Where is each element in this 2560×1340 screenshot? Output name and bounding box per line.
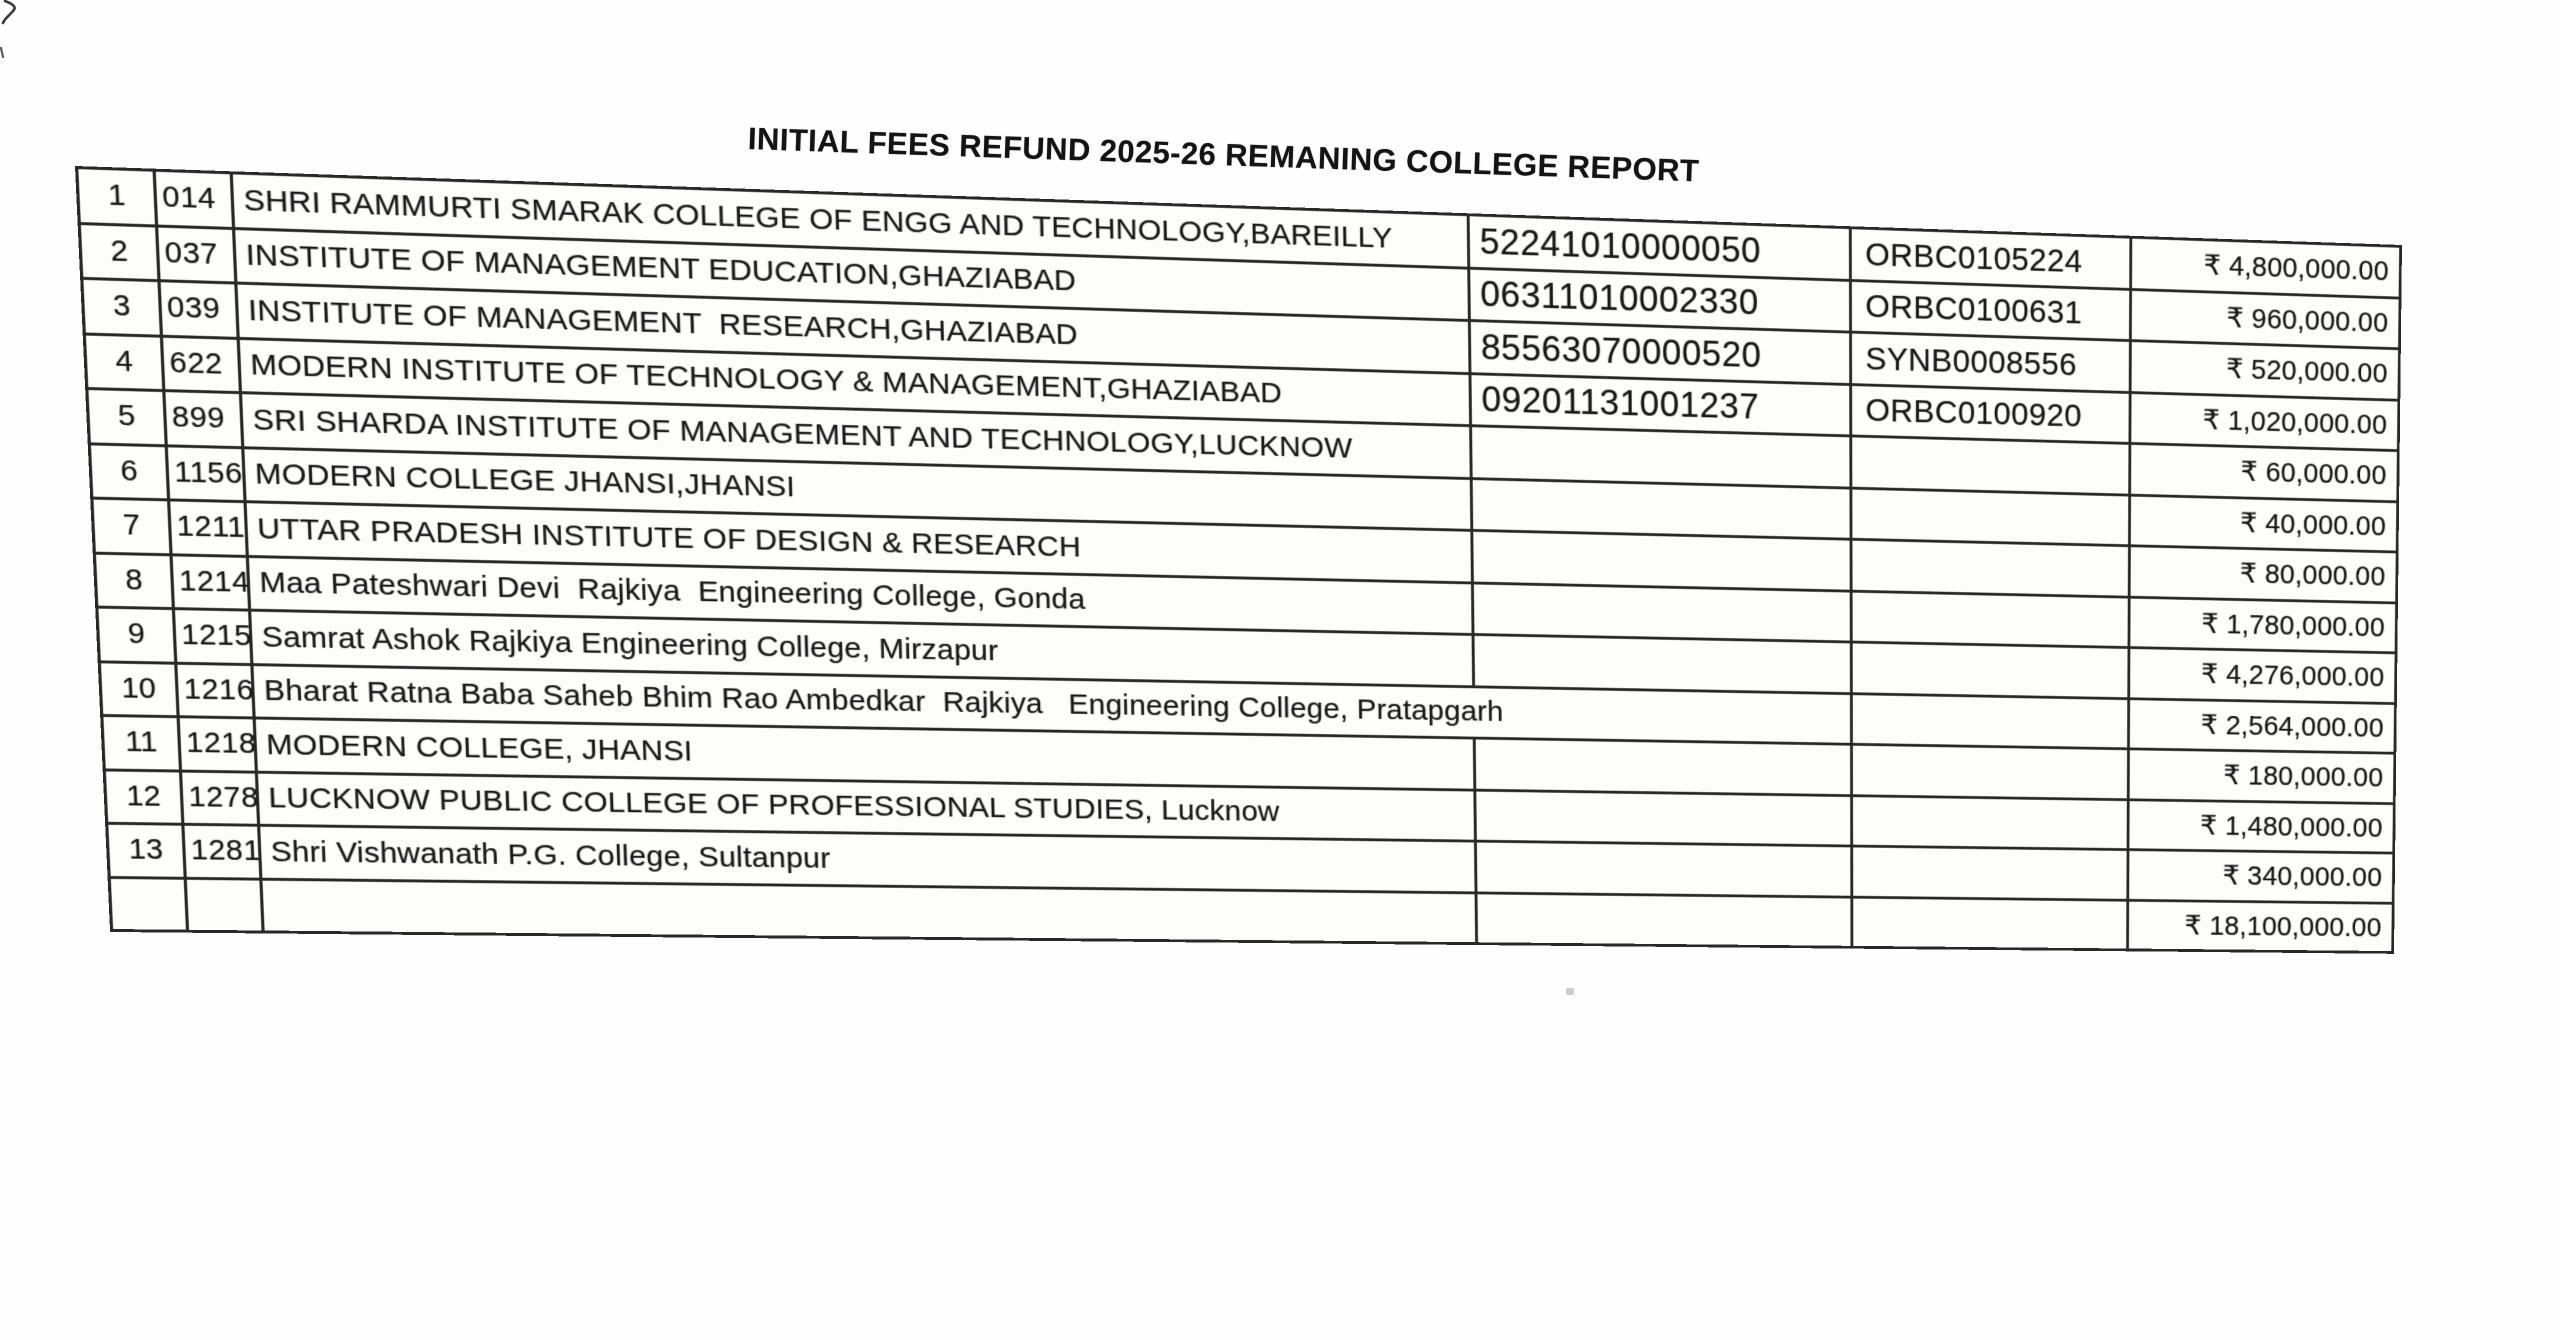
account-number-cell: 52241010000050 — [1470, 216, 1852, 278]
ifsc-code-cell: ORBC0100631 — [1852, 281, 2132, 339]
college-code-cell: 1216 — [177, 664, 255, 716]
college-code-cell: 1218 — [180, 718, 258, 770]
serial-cell — [111, 878, 189, 929]
college-code-cell: 1214 — [173, 556, 251, 609]
college-name-cell: Bharat Ratna Baba Saheb Bhim Rao Ambedkar Rajkiya Engineering College, Pratapgarh — [263, 674, 1504, 728]
amount-cell: ₹ 40,000.00 — [2240, 508, 2387, 542]
serial-cell: 2 — [81, 225, 161, 280]
serial-cell: 7 — [93, 500, 172, 553]
ifsc-code-cell — [1852, 489, 2131, 544]
college-code-cell: 1211 — [170, 501, 249, 554]
college-name-cell: SHRI RAMMURTI SMARAK COLLEGE OF ENGG AND TECHNOLOGY,BAREILLY — [233, 174, 1470, 266]
college-name-cell: Maa Pateshwari Devi Rajkiya Engineering College, Gonda — [249, 557, 1474, 633]
ifsc-code-cell — [1853, 592, 2131, 646]
ifsc-code-cell — [1853, 797, 2130, 849]
amount-cell: ₹ 1,020,000.00 — [2202, 405, 2388, 441]
account-number-cell — [1477, 843, 1853, 896]
serial-cell: 3 — [83, 280, 163, 334]
ifsc-code-cell — [1853, 746, 2130, 798]
serial-cell: 10 — [101, 663, 180, 715]
college-name-cell: Shri Vishwanath P.G. College, Sultanpur — [260, 827, 1477, 891]
college-name-cell: INSTITUTE OF MANAGEMENT EDUCATION,GHAZIABAD — [235, 230, 1471, 320]
amount-cell: ₹ 4,800,000.00 — [2203, 250, 2389, 288]
ifsc-code-cell: ORBC0105224 — [1852, 229, 2133, 287]
serial-cell: 1 — [78, 169, 158, 224]
serial-cell: 12 — [106, 771, 184, 823]
serial-cell: 8 — [96, 554, 175, 607]
account-number-cell — [1473, 532, 1852, 589]
college-code-cell: 1278 — [182, 772, 260, 824]
college-name-cell: LUCKNOW PUBLIC COLLEGE OF PROFESSIONAL STUDIES, Lucknow — [258, 773, 1477, 840]
account-number-cell — [1474, 584, 1853, 641]
fees-refund-table — [75, 166, 2402, 954]
amount-cell: ₹ 18,100,000.00 — [2184, 911, 2382, 943]
college-name-cell: MODERN COLLEGE, JHANSI — [256, 719, 1476, 788]
ifsc-code-cell — [1853, 898, 2129, 948]
amount-cell: ₹ 4,276,000.00 — [2201, 659, 2385, 693]
college-name-cell: SRI SHARDA INSTITUTE OF MANAGEMENT AND TECHNOLOGY,LUCKNOW — [242, 394, 1473, 477]
ifsc-code-cell — [1852, 541, 2130, 596]
scan-speck — [1566, 988, 1574, 995]
serial-cell: 4 — [86, 335, 165, 389]
amount-cell: ₹ 960,000.00 — [2226, 303, 2389, 339]
amount-cell: ₹ 520,000.00 — [2226, 354, 2388, 390]
college-code-cell: 1215 — [175, 610, 253, 663]
ifsc-code-cell: ORBC0100920 — [1852, 386, 2131, 443]
amount-cell: ₹ 60,000.00 — [2240, 457, 2387, 492]
college-name-cell: INSTITUTE OF MANAGEMENT RESEARCH,GHAZIABAD — [238, 285, 1472, 372]
college-code-cell — [187, 879, 265, 930]
college-code-cell: 622 — [163, 337, 242, 391]
account-number-cell — [1477, 894, 1853, 946]
ifsc-code-cell — [1853, 847, 2129, 898]
account-number-cell: 85563070000520 — [1471, 322, 1852, 383]
amount-cell: ₹ 340,000.00 — [2222, 861, 2383, 893]
account-number-cell — [1475, 688, 1853, 743]
college-code-cell: 1156 — [168, 447, 247, 500]
serial-cell: 13 — [108, 825, 186, 877]
account-number-cell — [1476, 740, 1853, 794]
account-number-cell — [1474, 636, 1852, 692]
college-name-cell: UTTAR PRADESH INSTITUTE OF DESIGN & RESEARCH — [247, 503, 1474, 581]
account-number-cell: 09201131001237 — [1471, 375, 1852, 435]
ifsc-code-cell — [1853, 695, 2130, 748]
college-name-cell: MODERN INSTITUTE OF TECHNOLOGY & MANAGEMENT,GHAZIABAD — [240, 339, 1472, 424]
college-code-cell: 037 — [158, 227, 237, 281]
account-number-cell — [1472, 427, 1852, 486]
amount-cell: ₹ 1,780,000.00 — [2201, 609, 2385, 643]
college-code-cell: 1281 — [184, 826, 262, 877]
amount-cell: ₹ 80,000.00 — [2239, 559, 2386, 593]
serial-cell: 5 — [88, 390, 167, 444]
college-name-cell: MODERN COLLEGE JHANSI,JHANSI — [244, 449, 1473, 529]
ifsc-code-cell: SYNB0008556 — [1852, 334, 2132, 391]
amount-cell: ₹ 1,480,000.00 — [2200, 811, 2383, 844]
ifsc-code-cell — [1852, 437, 2131, 493]
college-name-cell: Samrat Ashok Rajkiya Engineering College, Mirzapur — [251, 612, 1475, 685]
account-number-cell — [1473, 480, 1853, 538]
account-number-cell: 06311010002330 — [1470, 269, 1852, 330]
amount-cell: ₹ 2,564,000.00 — [2200, 710, 2384, 744]
college-code-cell: 014 — [156, 172, 235, 227]
college-code-cell: 039 — [161, 282, 240, 336]
scan-artifact-corner-icon — [0, 0, 44, 72]
ifsc-code-cell — [1853, 643, 2131, 696]
serial-cell: 9 — [98, 609, 177, 662]
page-title: INITIAL FEES REFUND 2025-26 REMANING COLLEGE REPORT — [747, 121, 1700, 189]
college-code-cell: 899 — [165, 392, 244, 446]
serial-cell: 6 — [91, 445, 170, 498]
amount-cell: ₹ 180,000.00 — [2223, 761, 2384, 794]
account-number-cell — [1476, 791, 1853, 845]
serial-cell: 11 — [103, 717, 182, 769]
